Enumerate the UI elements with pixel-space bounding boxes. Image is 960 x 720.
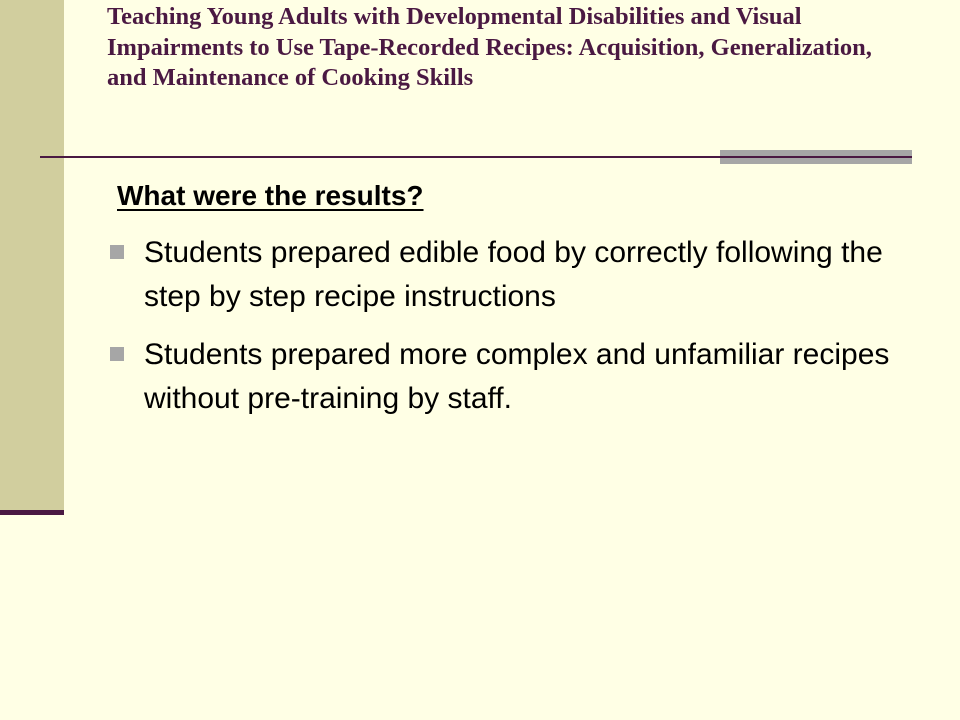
- bullet-item: [108, 231, 908, 319]
- bullet-item: [108, 333, 908, 421]
- section-subheading: What were the results?: [117, 180, 424, 211]
- side-band: [0, 0, 64, 510]
- square-bullet-icon: [110, 347, 124, 361]
- bullet-list: [108, 231, 908, 435]
- bullet-text: Students prepared edible food by correctly following the step by step recipe instructions: [144, 236, 883, 313]
- side-accent-bar: [0, 510, 64, 515]
- slide-title: Teaching Young Adults with Developmental Disabilities and Visual Impairments to Use Tape-Recorded Recipes: Acquisition, Generalization, and Maintenance of Cooking Skills: [107, 3, 872, 91]
- title-rule-accent-lower: [720, 158, 912, 164]
- bullet-text: Students prepared more complex and unfamiliar recipes without pre-training by staff.: [144, 338, 890, 415]
- square-bullet-icon: [110, 245, 124, 259]
